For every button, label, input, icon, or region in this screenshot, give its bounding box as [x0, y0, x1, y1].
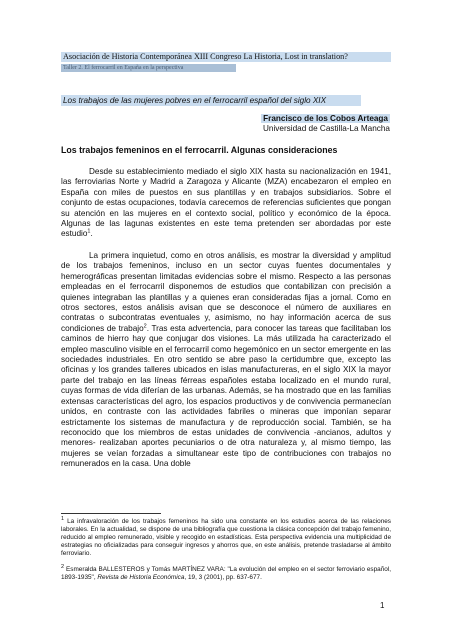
author-block: [261, 114, 390, 134]
footnote-1-number: 1: [61, 515, 65, 522]
paragraph-2-text-b: . Tras esta advertencia, para conocer las tareas que facilitaban los caminos de hierro hay que conjugar dos visiones. La más utilizada ha caracterizado el empleo masculino visible en el ferrocarril como hegemónico en un sector emergente en las sociedades industriales. En otro sentido se abre paso la certidumbre que, excepto las oficinas y los grandes talleres ubicados en islas manufactureras, en el siglo XIX la mayor parte del trabajo en las líneas férreas españoles estaba localizado en el mundo rural, cuyas formas de vida diferían de las urbanas. Además, se ha mostrado que en las familias extensas características del agro, los espacios productivos y de convivencia permanecían unidos, en contraste con las actividades fabriles o mineras que imponían separar estrictamente los sistemas de manufactura y de reproducción social. También, se ha reconocido que los miembros de estas unidades de convivencia -ancianos, adultos y menores- realizaban aportes pecuniarios o de otra naturaleza y, al mismo tiempo, las mujeres se veían forzadas a simultanear este tipo de contribuciones con trabajos no remunerados en la casa. Una doble: [61, 323, 391, 469]
footnote-2-number: 2: [61, 563, 65, 570]
footnote-ref-2[interactable]: 2: [143, 323, 147, 330]
conference-header: Asociación de Historia Contemporánea XIII Congreso La Historia, Lost in translation?: [61, 52, 391, 62]
footnote-ref-1[interactable]: 1: [87, 228, 91, 235]
body-paragraph-1: Desde su establecimiento mediado el siglo XIX hasta su nacionalización en 1941, las ferroviarias Norte y Madrid a Zaragoza y Alicante (MZA) encabezaron el empleo en España con miles de puestos en sus plantillas y en trabajos subsidiarios. Sobre el conjunto de estas ocupaciones, todavía carecemos de referencias suficientes que pongan su atención en las mujeres en el contexto social, político y económico de la época. Algunas de las lagunas existentes en este tema pretenden ser abordadas por este estudio$^1$.: [61, 167, 391, 239]
body-paragraph-2: [61, 251, 391, 470]
footnote-1: [61, 515, 391, 558]
paragraph-1-text: Desde su establecimiento mediado el siglo XIX hasta su nacionalización en 1941, las ferroviarias Norte y Madrid a Zaragoza y Alicante (MZA) encabezaron el empleo en España con miles de puestos en sus plantillas y en trabajos subsidiarios. Sobre el conjunto de estas ocupaciones, todavía carecemos de referencias suficientes que pongan su atención en las mujeres en el contexto social, político y económico de la época. Algunas de las lagunas existentes en este tema pretenden ser abordadas por este estudio: [61, 167, 391, 239]
page-number: 1: [380, 601, 385, 610]
author-affiliation: Universidad de Castilla-La Mancha: [263, 124, 390, 133]
article-title: Los trabajos de las mujeres pobres en el ferrocarril español del siglo XIX: [61, 95, 361, 106]
footnote-separator: [61, 513, 161, 514]
footnote-2-text-b: , 19, 3 (2001), pp. 637-677.: [184, 574, 262, 581]
footnote-2-journal: Revista de Historia Económica: [97, 574, 185, 581]
footnote-1-text: La infravaloración de los trabajos femeninos ha sido una constante en los estudios acerca de las relaciones laborales. En la actualidad, se dispone de una bibliografía que cuestiona la clásica concepción del trabajo femenino, reducido al empleo remunerado, visible y recogido en estadísticas. Esta perspectiva evidencia una multiplicidad de estrategias no oficializadas para conseguir ingresos y ahorros que, en este análisis, pretende trasladarse al ámbito ferroviario.: [61, 518, 391, 557]
footnote-2: [61, 563, 391, 582]
footnote-2-text-a: Esmeralda BALLESTEROS y Tomás MARTÍNEZ VARA: "La evolución del empleo en el sector ferroviario español, 1893-1935",: [61, 566, 391, 581]
workshop-header: Taller 2. El ferrocarril en España en la perspectiva: [61, 64, 236, 72]
paragraph-2-text-a: La primera inquietud, como en otros análisis, es mostrar la diversidad y amplitud de los trabajos femeninos, incluso en un sector cuyas fuentes documentales y hemerográficas presentan limitadas evidencias sobre el mismo. Respecto a las personas empleadas en el ferrocarril disponemos de estudios que contabilizan con precisión a quienes integraban las plantillas y a quienes eran consideradas fijas a jornal. Como en otros sectores, estos análisis avisan que se desconoce el número de auxiliares en contratas o subcontratas eventuales y, asimismo, no hay información acerca de sus condiciones de trabajo: [61, 251, 391, 333]
author-name: Francisco de los Cobos Arteaga: [263, 114, 388, 123]
section-heading: Los trabajos femeninos en el ferrocarril. Algunas consideraciones: [61, 145, 338, 155]
